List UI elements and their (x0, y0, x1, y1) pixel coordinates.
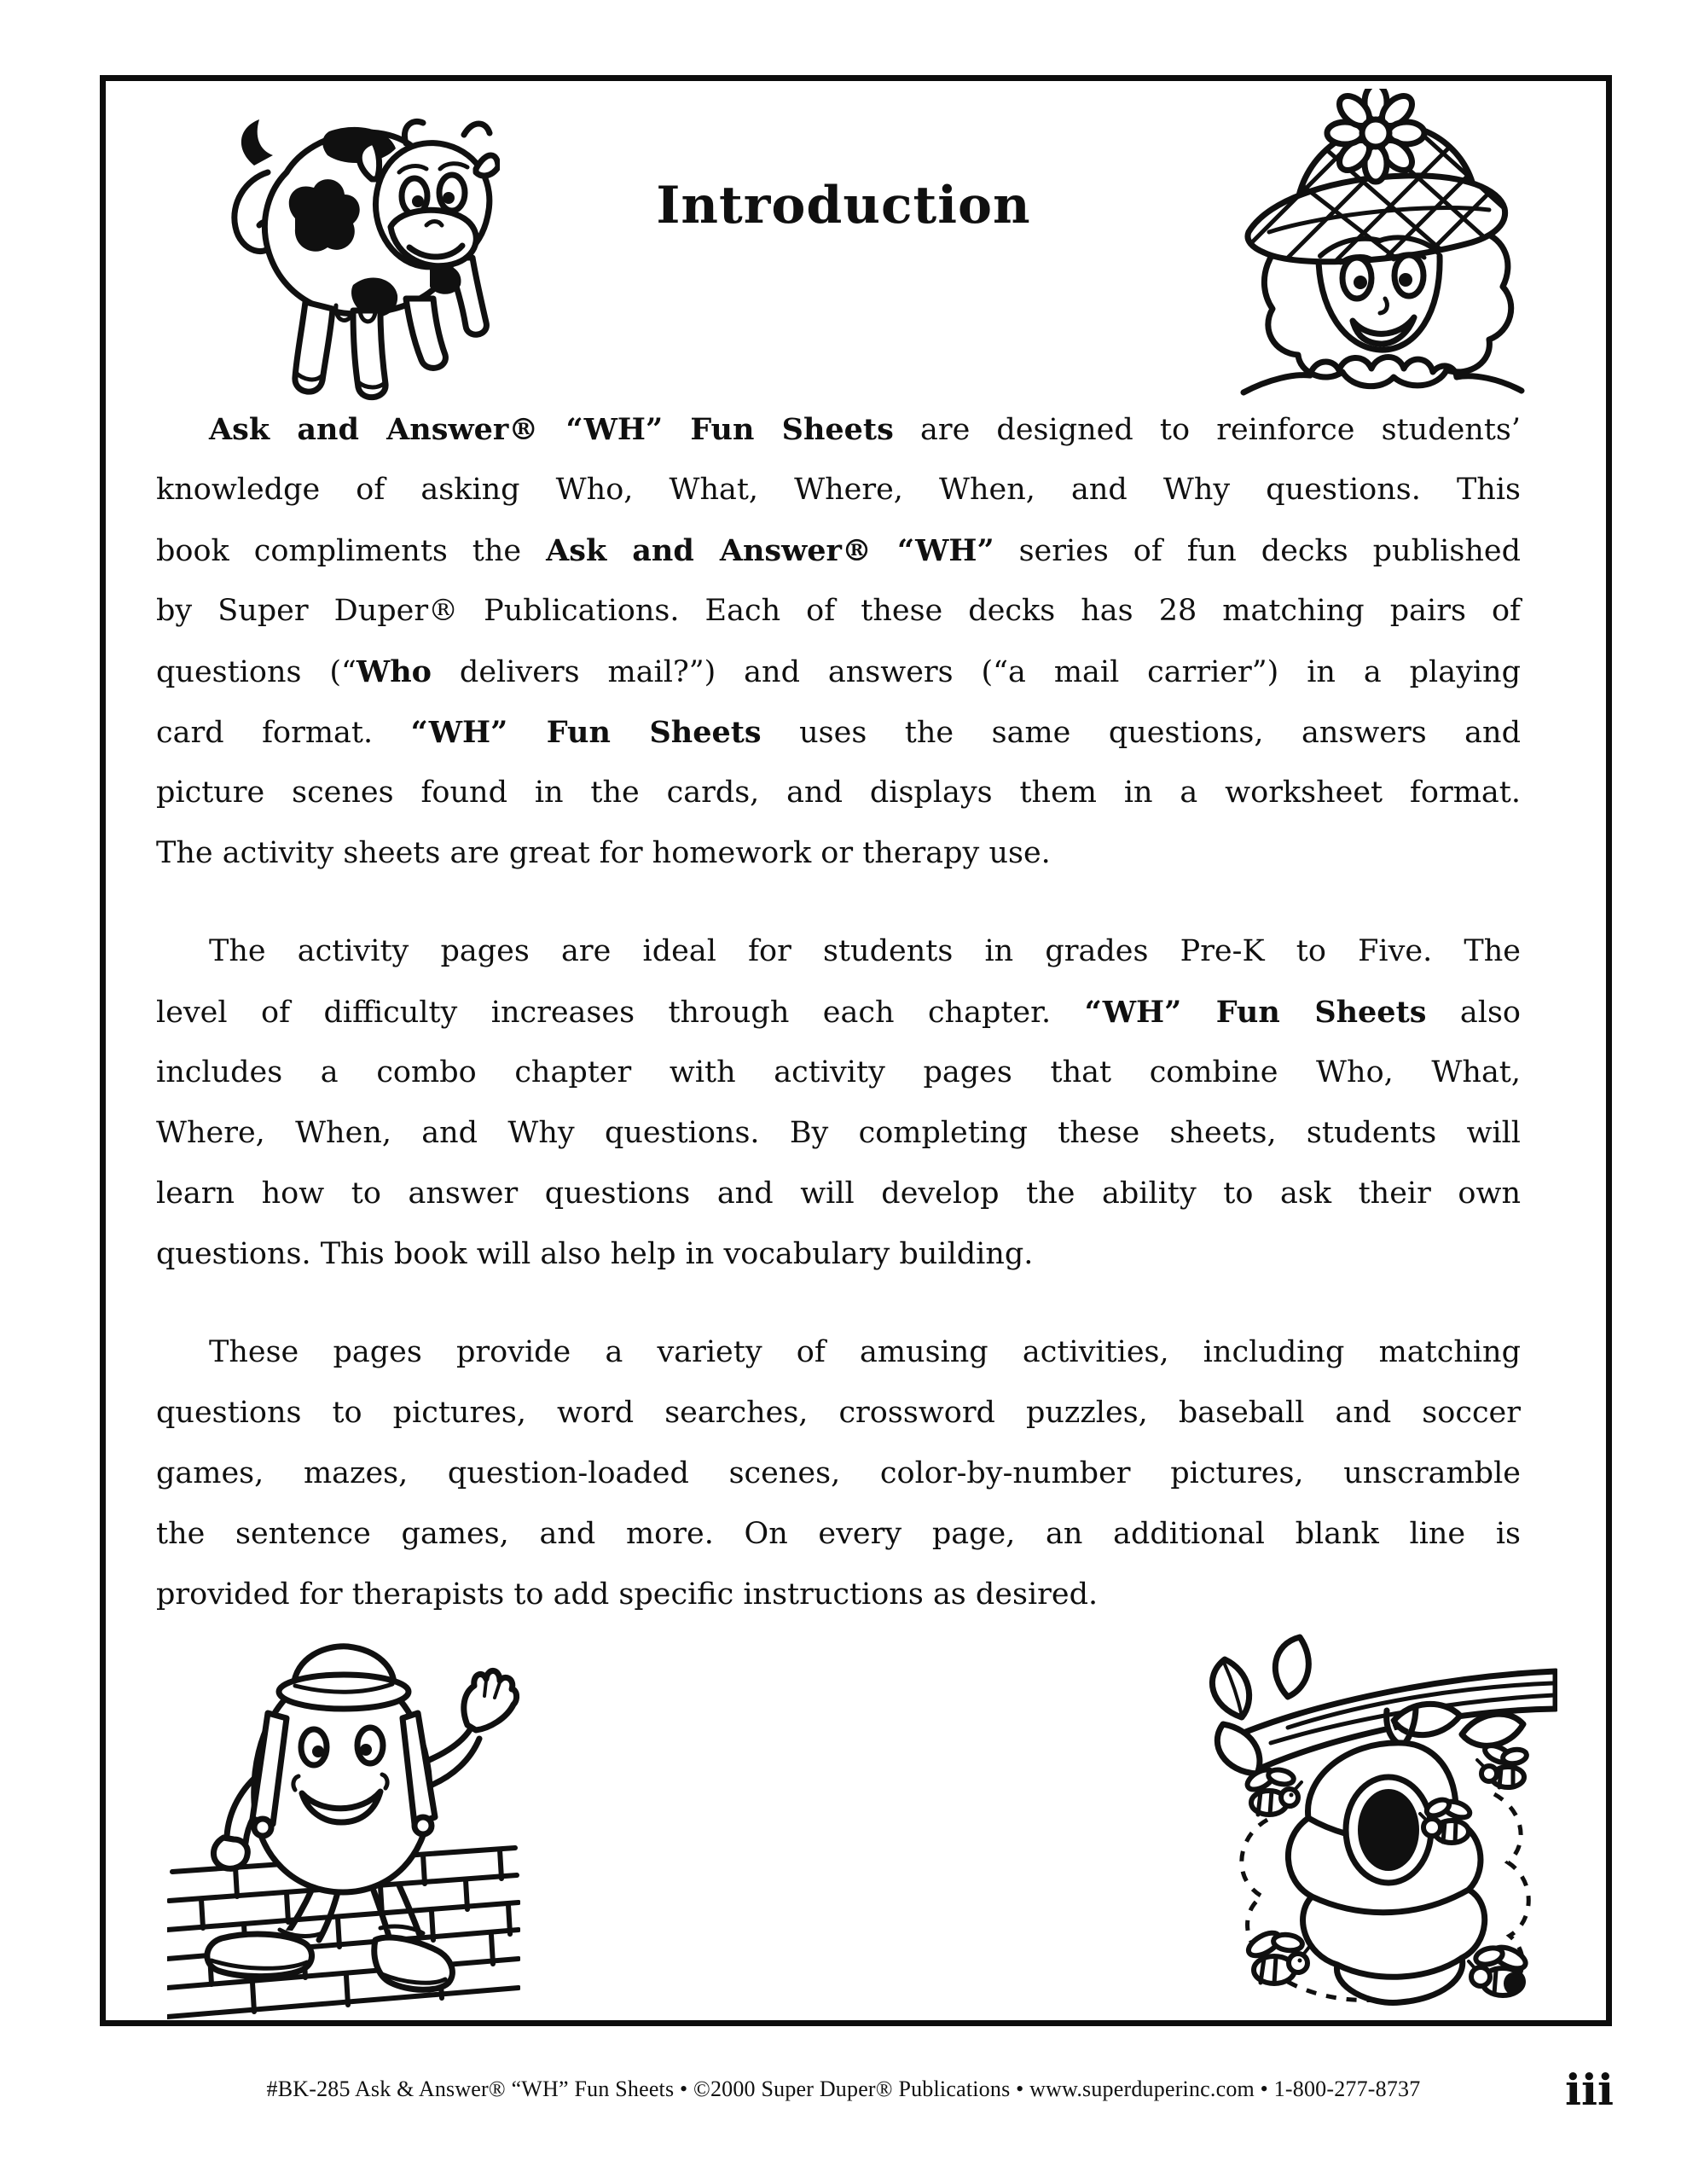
text-line: games, mazes, question-loaded scenes, color-by-number pictures, unscramble (156, 1456, 1521, 1490)
text-line: provided for therapists to add specific instructions as desired. (156, 1577, 1099, 1612)
cow-illustration (186, 90, 500, 408)
text-line: picture scenes found in the cards, and displays them in a worksheet format. (156, 775, 1521, 810)
text-line: by Super Duper® Publications. Each of these decks has 28 matching pairs of (156, 594, 1521, 628)
humpty-dumpty-illustration (167, 1643, 520, 2020)
text-line: knowledge of asking Who, What, Where, When, and Why questions. This (156, 473, 1521, 507)
paragraph (156, 1322, 1521, 1625)
text-line: Where, When, and Why questions. By completing these sheets, students will (156, 1116, 1521, 1150)
text-line: The activity pages are ideal for students in grades Pre-K to Five. The (209, 934, 1521, 968)
text-line: the sentence games, and more. On every page, an additional blank line is (156, 1517, 1521, 1551)
text-line: includes a combo chapter with activity pages that combine Who, What, (156, 1055, 1521, 1089)
beehive-illustration (1186, 1615, 1557, 2020)
text-line: level of difficulty increases through each chapter. “WH” Fun Sheets also (156, 995, 1521, 1030)
text-line: questions. This book will also help in vocabulary building. (156, 1237, 1034, 1271)
paragraph (156, 399, 1521, 884)
footer-text: #BK-285 Ask & Answer® “WH” Fun Sheets • ©2000 Super Duper® Publications • www.superduperinc.com • 1-800-277-8737 (266, 2077, 1421, 2101)
text-line: Ask and Answer® “WH” Fun Sheets are designed to reinforce students’ (209, 412, 1522, 447)
text-line: book compliments the Ask and Answer® “WH” series of fun decks published (156, 533, 1521, 568)
text-line: questions to pictures, word searches, crossword puzzles, baseball and soccer (156, 1396, 1521, 1430)
page-number: iii (1565, 2065, 1614, 2115)
text-block (156, 399, 1521, 1663)
page-title: Introduction (656, 176, 1031, 235)
paragraph (156, 921, 1521, 1285)
text-line: learn how to answer questions and will develop the ability to ask their own (156, 1176, 1521, 1211)
text-line: questions (“Who delivers mail?”) and answers (“a mail carrier”) in a playing (156, 654, 1521, 689)
text-line: card format. “WH” Fun Sheets uses the same questions, answers and (156, 715, 1521, 750)
text-line: These pages provide a variety of amusing activities, including matching (209, 1335, 1521, 1369)
text-line: The activity sheets are great for homework or therapy use. (156, 836, 1051, 870)
girl-with-hat-illustration (1218, 89, 1529, 398)
